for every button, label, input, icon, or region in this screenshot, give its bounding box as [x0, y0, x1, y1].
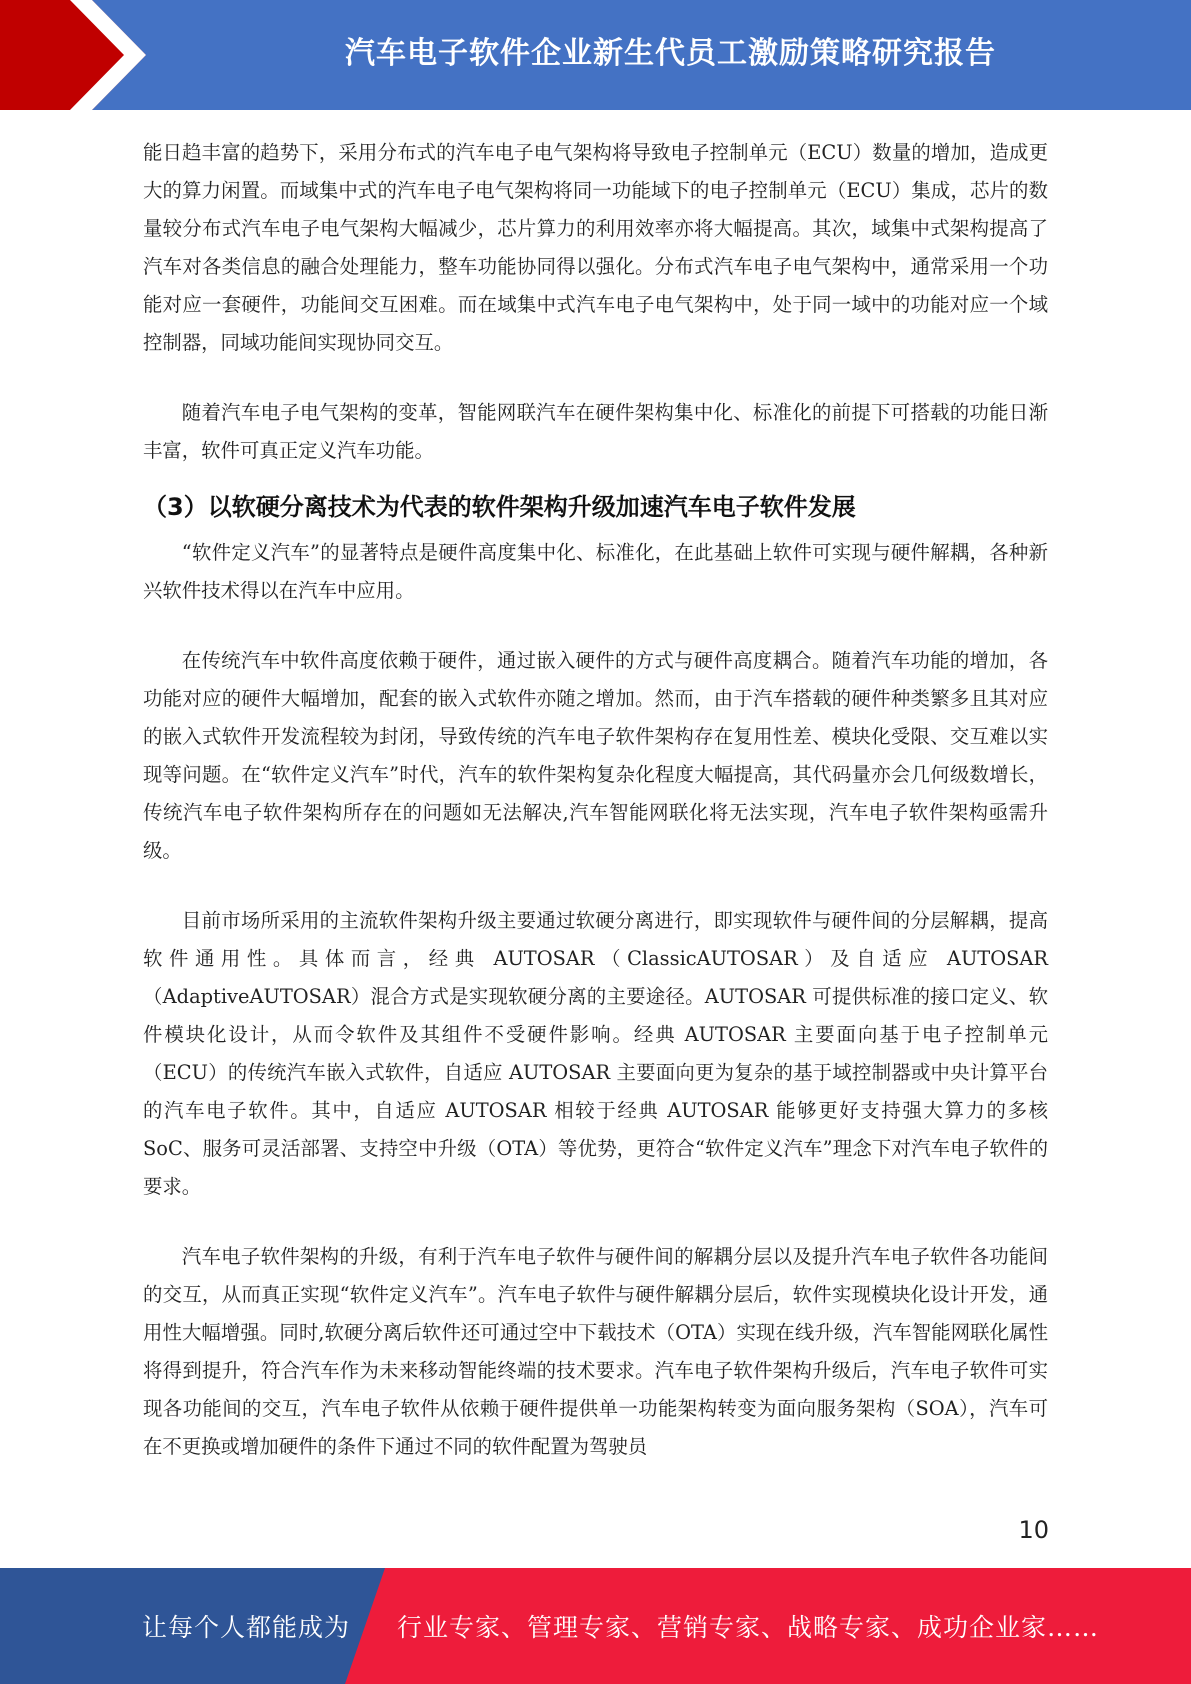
paragraph: 随着汽车电子电气架构的变革，智能网联汽车在硬件架构集中化、标准化的前提下可搭载的功能日渐丰富，软件可真正定义汽车功能。 [143, 401, 1048, 462]
paragraph: 汽车电子软件架构的升级，有利于汽车电子软件与硬件间的解耦分层以及提升汽车电子软件各功能间的交互，从而真正实现“软件定义汽车”。汽车电子软件与硬件解耦分层后，软件实现模块化设计开发，通用性大幅增强。同时,软硬分离后软件还可通过空中下载技术（OTA）实现在线升级，汽车智能网联化属性将得到提升，符合汽车作为未来移动智能终端的技术要求。汽车电子软件架构升级后，汽车电子软件可实现各功能间的交互，汽车电子软件从依赖于硬件提供单一功能架构转变为面向服务架构（SOA），汽车可在不更换或增加硬件的条件下通过不同的软件配置为驾驶员 [143, 1245, 1048, 1458]
document-title: 汽车电子软件企业新生代员工激励策略研究报告 [345, 36, 996, 71]
paragraph: 目前市场所采用的主流软件架构升级主要通过软硬分离进行，即实现软件与硬件间的分层解耦，提高软件通用性。具体而言，经典 AUTOSAR（ClassicAUTOSAR）及自适应 AUTOSAR（AdaptiveAUTOSAR）混合方式是实现软硬分离的主要途径。AUTOSAR 可提供标准的接口定义、软件模块化设计，从而令软件及其组件不受硬件影响。经典 AUTOSAR 主要面向基于电子控制单元（ECU）的传统汽车嵌入式软件，自适应 AUTOSAR 主要面向更为复杂的基于域控制器或中央计算平台的汽车电子软件。其中，自适应 AUTOSAR 相较于经典 AUTOSAR 能够更好支持强大算力的多核 SoC、服务可灵活部署、支持空中升级（OTA）等优势，更符合“软件定义汽车”理念下对汽车电子软件的要求。 [143, 909, 1048, 1198]
page-number: 10 [1018, 1516, 1049, 1544]
section-heading: （3）以软硬分离技术为代表的软件架构升级加速汽车电子软件发展 [143, 493, 856, 521]
paragraph: “软件定义汽车”的显著特点是硬件高度集中化、标准化，在此基础上软件可实现与硬件解耦，各种新兴软件技术得以在汽车中应用。 [143, 541, 1048, 602]
page-header [0, 0, 1191, 110]
footer-slogan-right: 行业专家、管理专家、营销专家、战略专家、成功企业家…… [397, 1613, 1100, 1642]
paragraph: 能日趋丰富的趋势下，采用分布式的汽车电子电气架构将导致电子控制单元（ECU）数量的增加，造成更大的算力闲置。而域集中式的汽车电子电气架构将同一功能域下的电子控制单元（ECU）集成，芯片的数量较分布式汽车电子电气架构大幅减少，芯片算力的利用效率亦将大幅提高。其次，域集中式架构提高了汽车对各类信息的融合处理能力，整车功能协同得以强化。分布式汽车电子电气架构中，通常采用一个功能对应一套硬件，功能间交互困难。而在域集中式汽车电子电气架构中，处于同一域中的功能对应一个域控制器，同域功能间实现协同交互。 [143, 141, 1048, 354]
page-footer [0, 1568, 1191, 1684]
footer-slogan-left: 让每个人都能成为 [142, 1613, 351, 1642]
paragraph: 在传统汽车中软件高度依赖于硬件，通过嵌入硬件的方式与硬件高度耦合。随着汽车功能的增加，各功能对应的硬件大幅增加，配套的嵌入式软件亦随之增加。然而，由于汽车搭载的硬件种类繁多且其对应的嵌入式软件开发流程较为封闭，导致传统的汽车电子软件架构存在复用性差、模块化受限、交互难以实现等问题。在“软件定义汽车”时代，汽车的软件架构复杂化程度大幅提高，其代码量亦会几何级数增长，传统汽车电子软件架构所存在的问题如无法解决,汽车智能网联化将无法实现，汽车电子软件架构亟需升级。 [143, 649, 1048, 862]
page-content [143, 134, 1048, 1466]
